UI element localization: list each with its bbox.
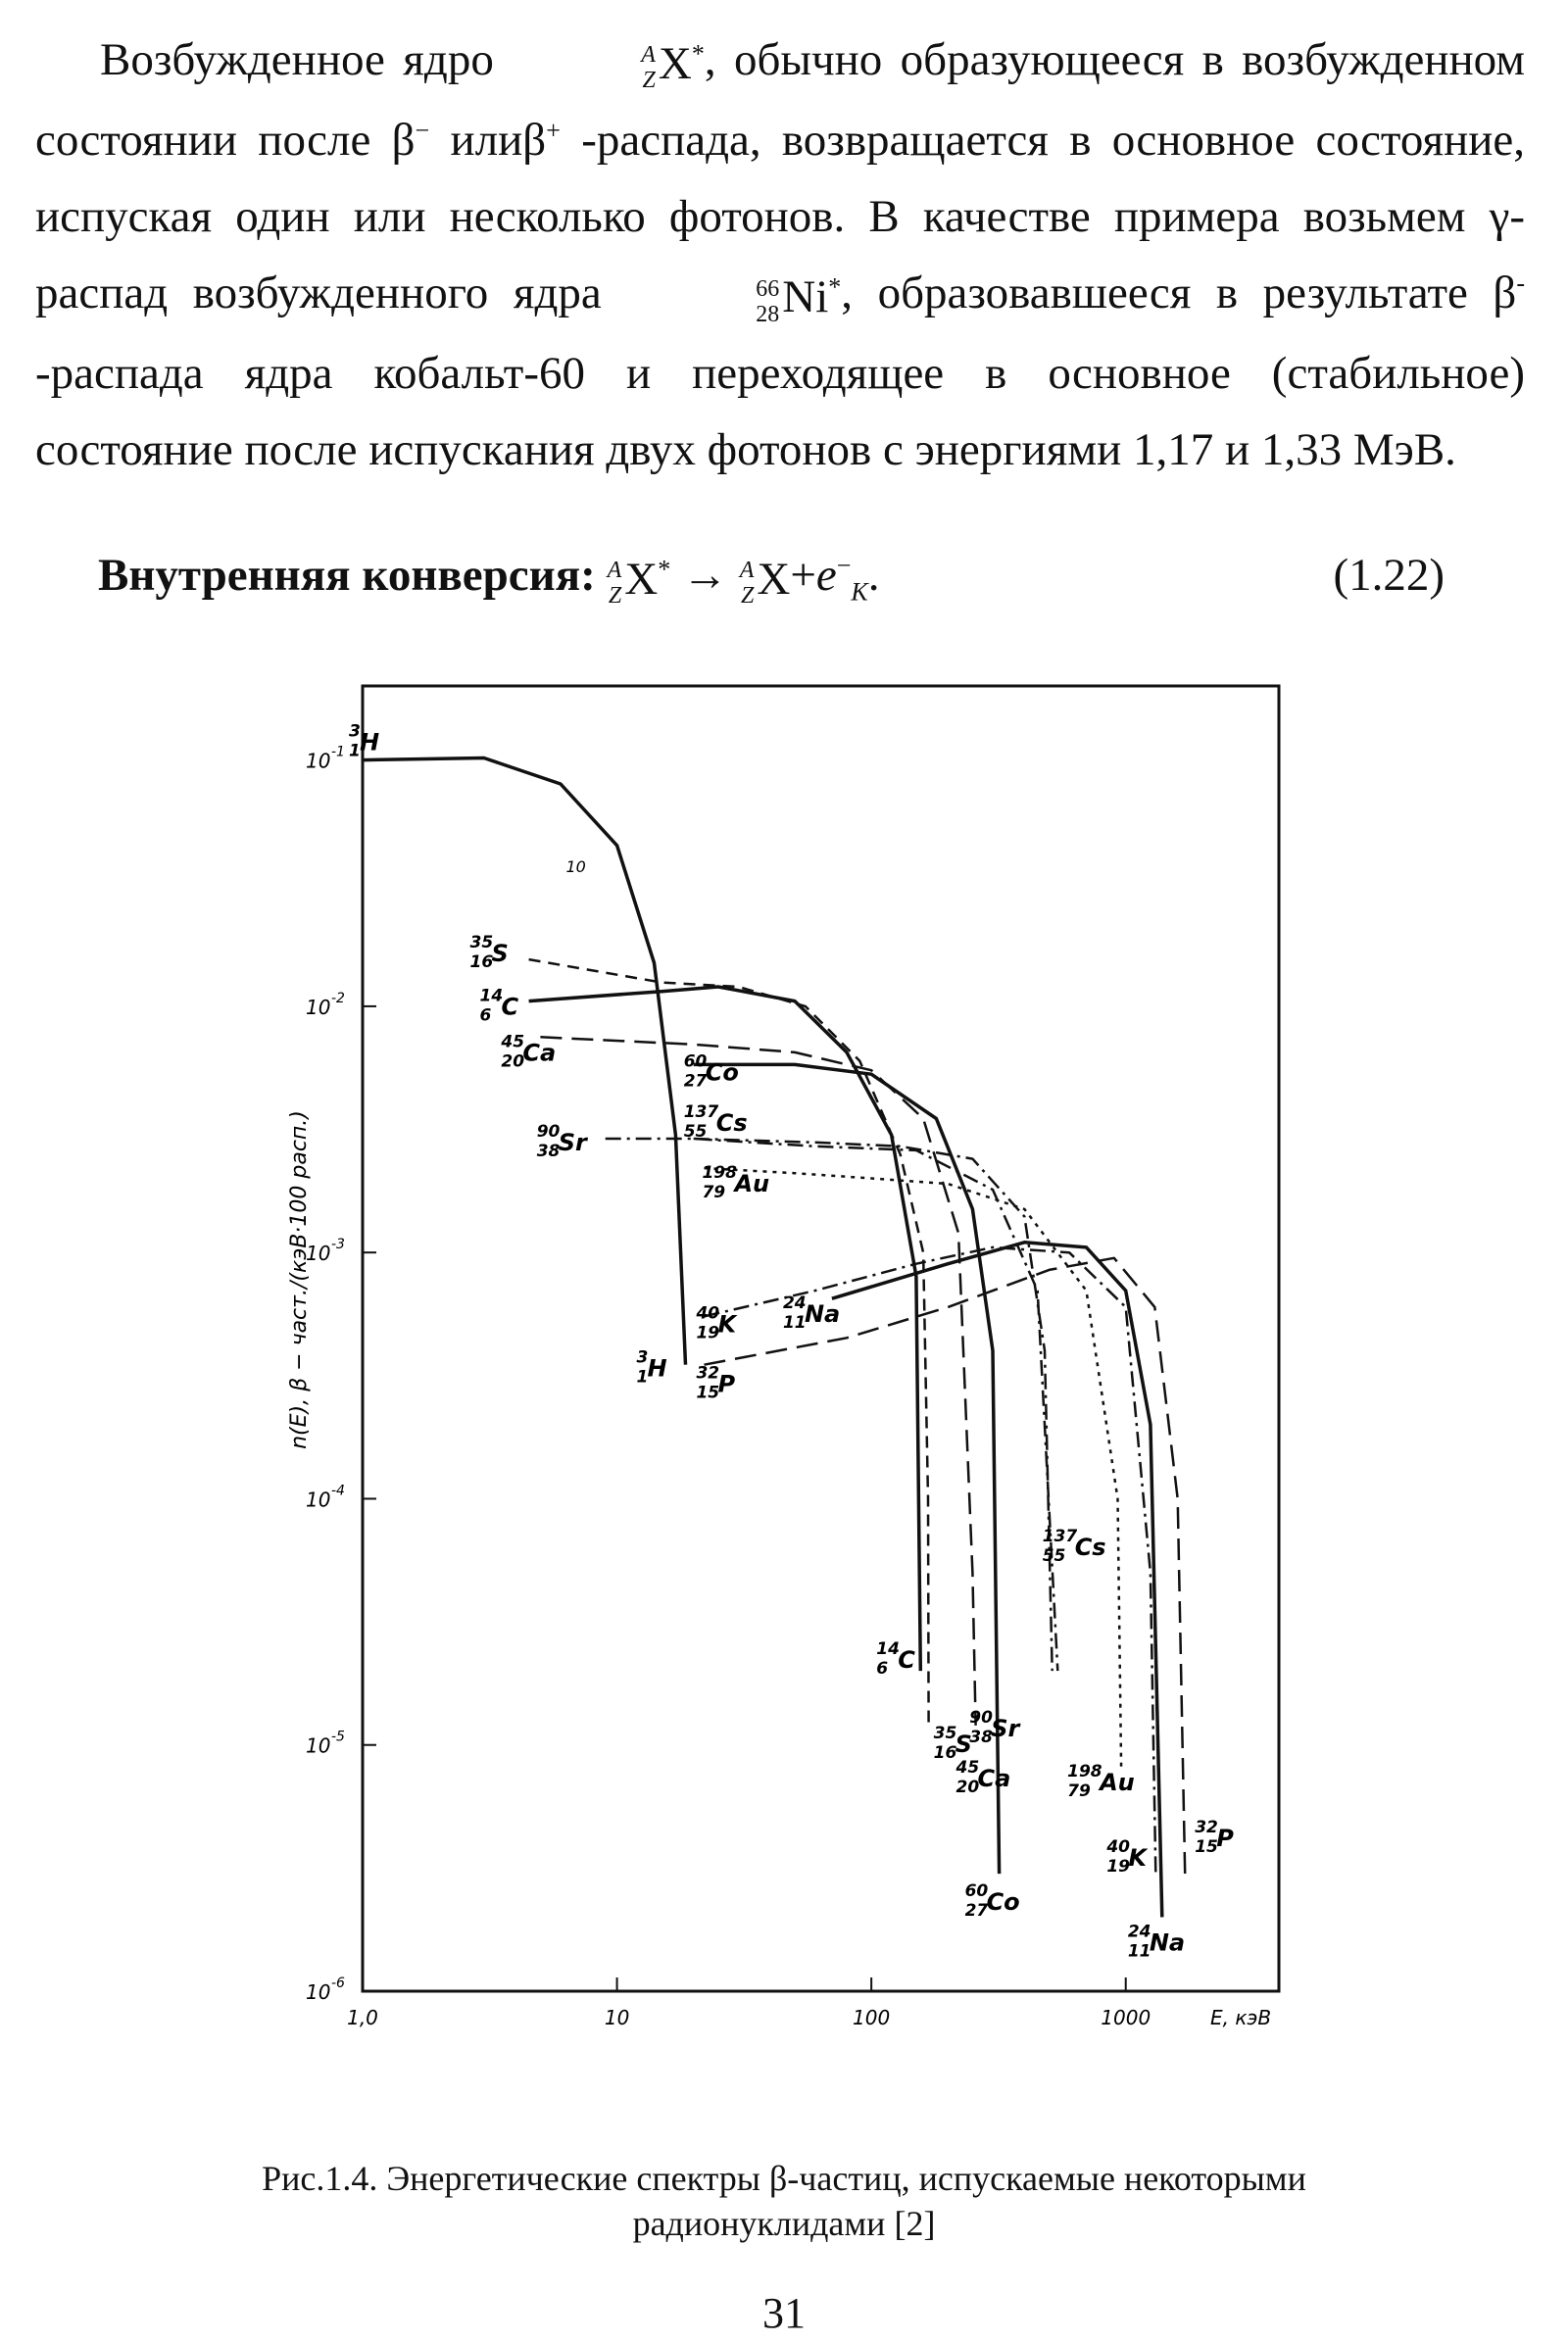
label-p-end-z: 15 <box>1195 1837 1218 1858</box>
label-au-end-mass: 198 <box>1067 1762 1102 1782</box>
label-sr-end-mass: 90 <box>969 1708 993 1729</box>
label-cs-start-mass: 137 <box>683 1101 719 1122</box>
caption-line-1: Рис.1.4. Энергетические спектры β-частиц, испускаемые некоторыми <box>262 2159 1306 2198</box>
label-p-start-mass: 32 <box>696 1363 720 1384</box>
y-axis-label: n(E), β − част./(кэВ·100 расп.) <box>287 1110 312 1449</box>
formula-lhs-nuclide: A Z X* <box>607 554 671 610</box>
label-cs-start-z: 55 <box>683 1121 708 1142</box>
y-tick-exp-0: -1 <box>331 744 345 760</box>
equation-number: (1.22) <box>1333 550 1445 601</box>
y-tick-label-1: 10 <box>306 995 331 1019</box>
x-axis-label: E, кэВ <box>1210 2006 1272 2028</box>
label-cs-start-name: Cs <box>715 1108 748 1137</box>
label-h-end-mass: 3 <box>636 1347 649 1368</box>
label-h-end-name: H <box>647 1354 667 1383</box>
label-h-start-name: H <box>360 728 380 756</box>
label-sr-start-mass: 90 <box>536 1121 561 1142</box>
y-tick-label-0: 10 <box>306 749 331 773</box>
label-ca-end-name: Ca <box>977 1764 1011 1792</box>
formula-electron: $e^-_K$ <box>815 550 868 607</box>
label-s-start-mass: 35 <box>469 933 494 953</box>
x-tick-label-2: 100 <box>853 2006 891 2028</box>
label-sr-end-z: 38 <box>969 1728 993 1748</box>
label-c-start-mass: 14 <box>479 986 504 1006</box>
label-ca-end-z: 20 <box>956 1777 980 1797</box>
label-na-start-name: Na <box>804 1300 841 1329</box>
beta-spectrum-chart <box>265 676 1313 2028</box>
label-ca-start-name: Ca <box>522 1039 557 1067</box>
label-cs-end-name: Cs <box>1074 1534 1106 1562</box>
chart-svg <box>265 676 1313 2028</box>
label-co-end-name: Co <box>986 1888 1020 1917</box>
formula-arrow: → <box>681 550 728 601</box>
figure-caption <box>98 2156 1470 2246</box>
label-au-end-name: Au <box>1100 1769 1135 1797</box>
label-ca-end-mass: 45 <box>956 1757 980 1778</box>
label-c-start-name: C <box>501 993 519 1021</box>
y-tick-exp-4: -5 <box>331 1729 345 1745</box>
label-p-start-z: 15 <box>696 1383 720 1403</box>
label-k-start-name: K <box>717 1310 737 1339</box>
chart-annotation: 10 <box>565 857 586 877</box>
label-co-start-mass: 60 <box>683 1051 708 1072</box>
nuclide-x-excited: A Z X* <box>641 38 705 94</box>
beta-minus-symbol-2: β- <box>1493 268 1525 319</box>
nuclide-ni-excited: 66 28 Ni* <box>756 271 842 327</box>
series-sr-curve <box>606 1139 1058 1671</box>
formula-internal-conversion: Внутренняя конверсия: A Z X* → A Z $X+e^-_K$. (1.22) <box>98 537 1445 617</box>
caption-line-2: радионуклидами [2] <box>632 2204 936 2243</box>
label-na-start-mass: 24 <box>782 1293 807 1314</box>
y-tick-exp-5: -6 <box>331 1976 345 1991</box>
label-na-start-z: 11 <box>782 1313 807 1334</box>
label-sr-start-z: 38 <box>536 1141 561 1161</box>
label-k-end-name: K <box>1128 1844 1147 1873</box>
paragraph-gamma-decay: Возбужденное ядро A Z X*, обычно образующееся в возбужденном состоянии после β− илиβ+ -распада, возвращается в основное состояние, испуская один или несколько фотонов. В качестве примера возьмем γ-распад возбужденного ядра 66 28 Ni*, образовавшееся в результате β- -распада ядра кобальт-60 и переходящее в основное (стабильное) состояние после испускания двух фотонов с энергиями 1,17 и 1,33 МэВ. <box>35 22 1525 488</box>
label-ca-start-mass: 45 <box>501 1032 525 1052</box>
y-tick-exp-2: -3 <box>331 1237 345 1253</box>
label-ca-start-z: 20 <box>501 1051 525 1072</box>
label-sr-end-name: Sr <box>991 1715 1020 1743</box>
label-k-start-z: 19 <box>696 1323 720 1343</box>
label-h-end-z: 1 <box>636 1367 649 1388</box>
y-tick-label-5: 10 <box>306 1980 331 2004</box>
label-na-end-name: Na <box>1149 1928 1186 1957</box>
label-co-start-name: Co <box>705 1058 739 1087</box>
label-s-end-z: 16 <box>933 1742 957 1763</box>
label-co-end-z: 27 <box>964 1901 989 1922</box>
label-c-end-mass: 14 <box>876 1639 900 1660</box>
label-co-start-z: 27 <box>683 1071 708 1092</box>
beta-plus-symbol: β+ <box>522 115 561 167</box>
x-tick-label-0: 1,0 <box>347 2006 378 2028</box>
page-number: 31 <box>762 2289 806 2337</box>
label-cs-end-z: 55 <box>1042 1546 1066 1567</box>
y-tick-exp-3: -4 <box>331 1483 345 1499</box>
label-p-start-name: P <box>717 1370 736 1398</box>
label-k-start-mass: 40 <box>696 1303 720 1324</box>
label-h-start-z: 1 <box>349 741 361 761</box>
series-cs-curve <box>694 1139 1053 1671</box>
label-cs-end-mass: 137 <box>1042 1527 1078 1547</box>
label-c-end-name: C <box>898 1646 915 1675</box>
y-tick-exp-1: -2 <box>331 990 345 1006</box>
beta-minus-symbol: β− <box>391 115 430 167</box>
label-c-start-z: 6 <box>479 1005 492 1026</box>
label-c-end-z: 6 <box>876 1659 889 1680</box>
label-k-end-mass: 40 <box>1106 1837 1131 1858</box>
label-h-start-mass: 3 <box>349 721 361 742</box>
label-p-end-mass: 32 <box>1195 1818 1218 1838</box>
y-tick-label-3: 10 <box>306 1488 331 1512</box>
label-na-end-z: 11 <box>1127 1941 1152 1962</box>
label-au-start-mass: 198 <box>702 1163 737 1184</box>
formula-rhs-nuclide: A Z X <box>739 554 791 610</box>
y-tick-label-4: 10 <box>306 1733 331 1758</box>
formula-label: Внутренняя конверсия: <box>98 550 596 601</box>
label-au-end-z: 79 <box>1067 1781 1091 1802</box>
body-text <box>35 22 1525 488</box>
plot-frame <box>363 686 1279 1991</box>
x-tick-label-1: 10 <box>604 2006 630 2028</box>
label-s-end-mass: 35 <box>933 1723 957 1743</box>
label-s-start-z: 16 <box>469 952 494 973</box>
label-sr-start-name: Sr <box>558 1128 587 1156</box>
x-tick-label-3: 1000 <box>1101 2006 1152 2028</box>
label-na-end-mass: 24 <box>1127 1922 1152 1942</box>
label-au-start-z: 79 <box>702 1183 726 1203</box>
label-co-end-mass: 60 <box>964 1881 989 1902</box>
label-s-start-name: S <box>491 940 509 968</box>
label-s-end-name: S <box>955 1730 972 1758</box>
label-p-end-name: P <box>1216 1825 1234 1853</box>
y-tick-label-2: 10 <box>306 1242 331 1266</box>
label-k-end-z: 19 <box>1106 1857 1131 1878</box>
label-au-start-name: Au <box>734 1170 770 1198</box>
